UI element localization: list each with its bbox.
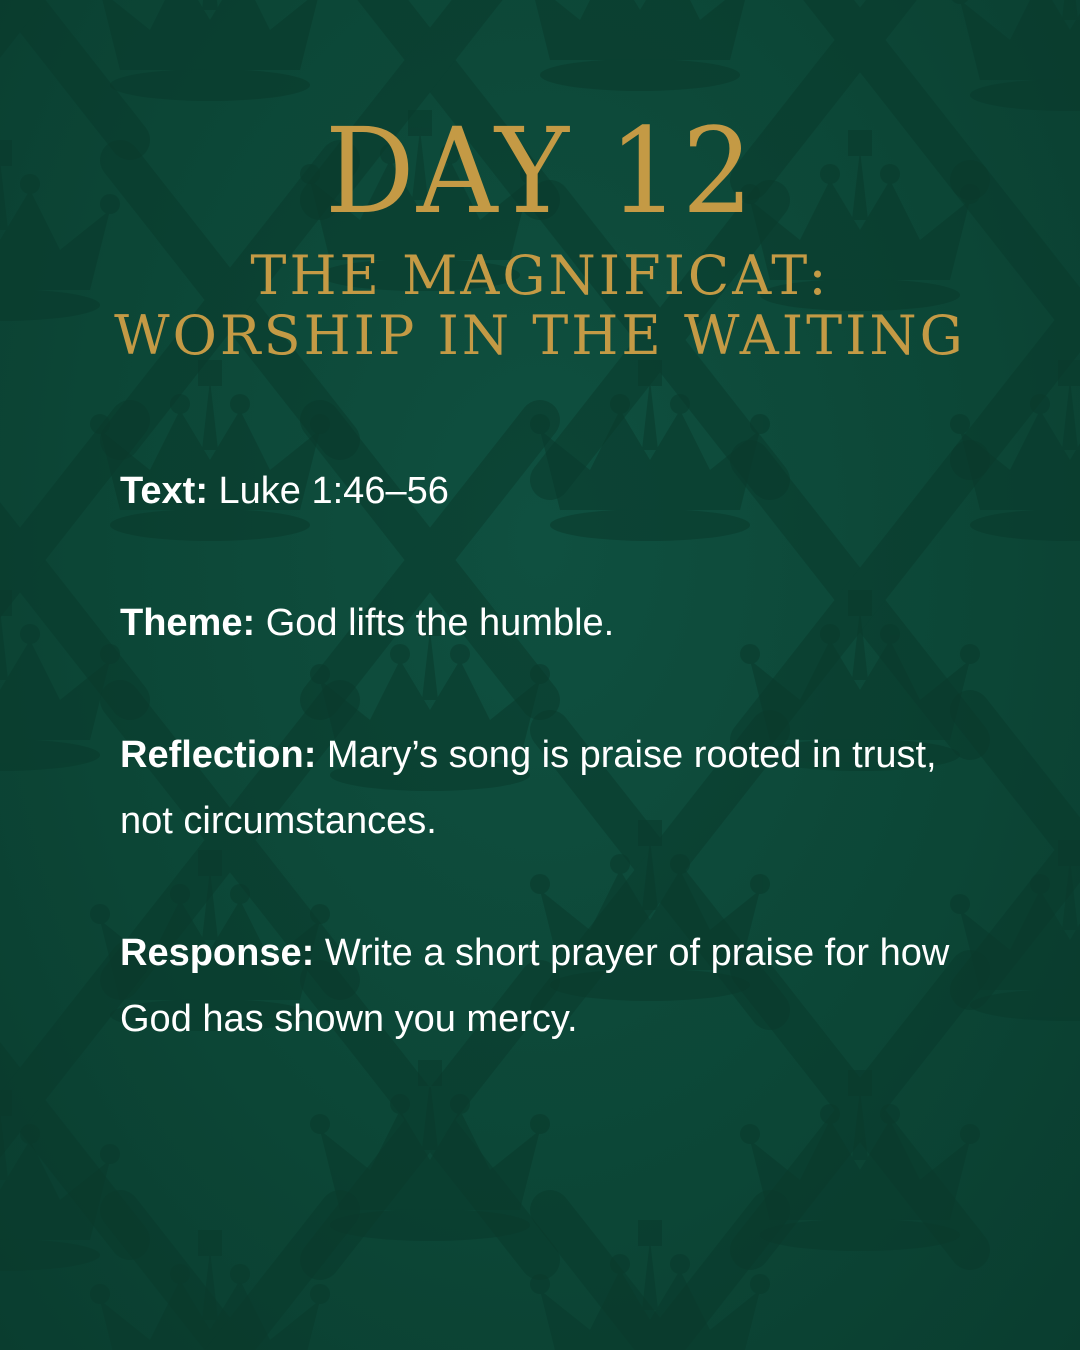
day-heading: DAY 12	[324, 103, 756, 241]
theme-label: Theme:	[120, 602, 256, 644]
theme-value: God lifts the humble.	[265, 602, 615, 644]
response-label: Response:	[120, 932, 315, 974]
text-section	[120, 458, 980, 524]
response-section	[120, 920, 980, 1052]
theme-section	[120, 590, 980, 656]
subtitle-line-1: THE MAGNIFICAT:	[250, 244, 830, 307]
text-value: Luke 1:46–56	[218, 470, 449, 512]
reflection-label: Reflection:	[120, 734, 317, 776]
text-label: Text:	[120, 470, 208, 512]
reflection-value: Mary’s song is praise rooted in trust, not circumstances.	[120, 734, 937, 842]
response-value: Write a short prayer of praise for how God has shown you mercy.	[120, 932, 950, 1040]
subtitle-line-2: WORSHIP IN THE WAITING	[114, 304, 966, 367]
reflection-section	[120, 722, 980, 854]
